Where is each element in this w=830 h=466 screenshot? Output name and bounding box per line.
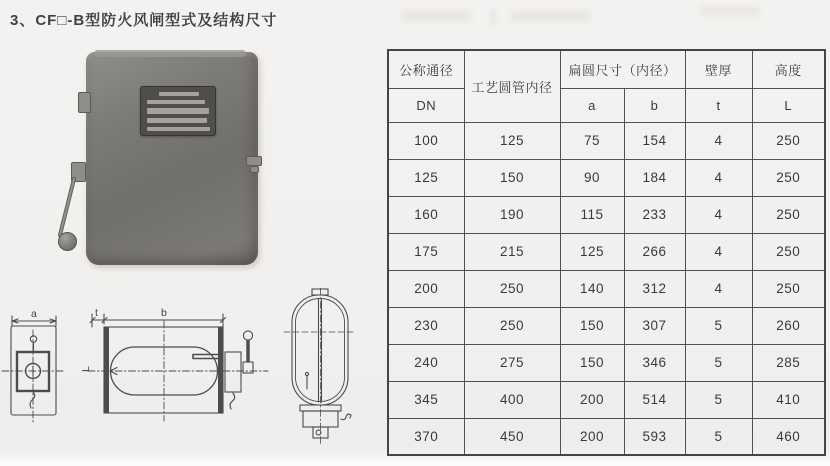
table-row <box>388 122 825 159</box>
right-latch-pin <box>250 166 259 173</box>
table-row <box>388 344 825 381</box>
table-cell: 5 <box>685 381 752 418</box>
table-cell: 184 <box>624 159 685 196</box>
lever-arm <box>58 176 77 237</box>
dim-label-b: b <box>161 307 167 319</box>
table-cell: 150 <box>560 344 624 381</box>
table-cell: 250 <box>752 196 825 233</box>
table-cell: 233 <box>624 196 685 233</box>
header-a: a <box>560 88 624 122</box>
table-cell: 4 <box>685 196 752 233</box>
table-cell: 150 <box>464 159 560 196</box>
dim-label-a: a <box>31 308 37 320</box>
table-cell: 4 <box>685 270 752 307</box>
header-height-symbol: L <box>752 88 825 122</box>
table-cell: 200 <box>388 270 464 307</box>
table-cell: 410 <box>752 381 825 418</box>
header-wall-symbol: t <box>685 88 752 122</box>
table-cell: 175 <box>388 233 464 270</box>
table-cell: 370 <box>388 418 464 455</box>
table-cell: 250 <box>752 233 825 270</box>
left-bracket-upper <box>78 92 91 113</box>
bleedthrough-mark <box>510 10 590 22</box>
header-wall-title: 壁厚 <box>685 50 752 88</box>
table-cell: 250 <box>464 307 560 344</box>
table-cell: 240 <box>388 344 464 381</box>
table-cell: 115 <box>560 196 624 233</box>
table-cell: 125 <box>388 159 464 196</box>
drawing-front-view <box>88 314 268 421</box>
table-row <box>388 159 825 196</box>
table-cell: 150 <box>560 307 624 344</box>
table-cell: 90 <box>560 159 624 196</box>
table-cell: 4 <box>685 233 752 270</box>
table-cell: 215 <box>464 233 560 270</box>
page-title: 3、CF□-B型防火风闸型式及结构尺寸 <box>10 12 278 29</box>
technical-drawings <box>0 288 390 466</box>
table-cell: 200 <box>560 418 624 455</box>
nameplate <box>140 86 216 136</box>
dimension-table <box>387 49 826 456</box>
table-cell: 75 <box>560 122 624 159</box>
table-cell: 5 <box>685 344 752 381</box>
table-cell: 200 <box>560 381 624 418</box>
table-row <box>388 233 825 270</box>
table-cell: 4 <box>685 122 752 159</box>
table-cell: 250 <box>752 159 825 196</box>
table-cell: 250 <box>464 270 560 307</box>
table-cell: 5 <box>685 418 752 455</box>
table-row <box>388 418 825 455</box>
table-cell: 125 <box>464 122 560 159</box>
damper-photo <box>58 36 276 288</box>
table-cell: 460 <box>752 418 825 455</box>
table-row <box>388 307 825 344</box>
table-cell: 140 <box>560 270 624 307</box>
header-dn-symbol: DN <box>388 88 464 122</box>
table-row <box>388 270 825 307</box>
table-row <box>388 196 825 233</box>
header-dn-title: 公称通径 <box>388 50 464 88</box>
bleedthrough-mark <box>700 6 760 16</box>
table-cell: 154 <box>624 122 685 159</box>
dim-label-t: t <box>95 307 98 319</box>
bleedthrough-mark <box>402 10 472 22</box>
table-cell: 190 <box>464 196 560 233</box>
table-cell: 266 <box>624 233 685 270</box>
table-cell: 5 <box>685 307 752 344</box>
table-cell: 307 <box>624 307 685 344</box>
header-b: b <box>624 88 685 122</box>
table-cell: 160 <box>388 196 464 233</box>
bleedthrough-mark <box>490 8 496 26</box>
dim-label-l: L <box>80 366 92 372</box>
damper-top-edge <box>94 50 246 57</box>
table-cell: 125 <box>560 233 624 270</box>
table-cell: 514 <box>624 381 685 418</box>
table-cell: 312 <box>624 270 685 307</box>
table-cell: 400 <box>464 381 560 418</box>
table-cell: 285 <box>752 344 825 381</box>
header-oval-title: 扁圆尺寸（内径） <box>560 50 685 88</box>
table-cell: 230 <box>388 307 464 344</box>
header-pipe-inner: 工艺圆管内径 <box>464 50 560 122</box>
dimension-table-body <box>388 122 825 455</box>
drawing-side-view <box>2 316 64 422</box>
table-cell: 275 <box>464 344 560 381</box>
table-cell: 250 <box>752 270 825 307</box>
table-cell: 250 <box>752 122 825 159</box>
table-cell: 346 <box>624 344 685 381</box>
scan-edge <box>0 460 830 466</box>
header-height-title: 高度 <box>752 50 825 88</box>
table-cell: 4 <box>685 159 752 196</box>
table-cell: 450 <box>464 418 560 455</box>
table-row <box>388 381 825 418</box>
table-cell: 593 <box>624 418 685 455</box>
table-cell: 260 <box>752 307 825 344</box>
lever-knob <box>58 232 77 251</box>
table-cell: 345 <box>388 381 464 418</box>
table-cell: 100 <box>388 122 464 159</box>
drawing-section-view <box>284 288 356 444</box>
right-latch <box>246 156 262 166</box>
damper-body <box>86 52 258 265</box>
